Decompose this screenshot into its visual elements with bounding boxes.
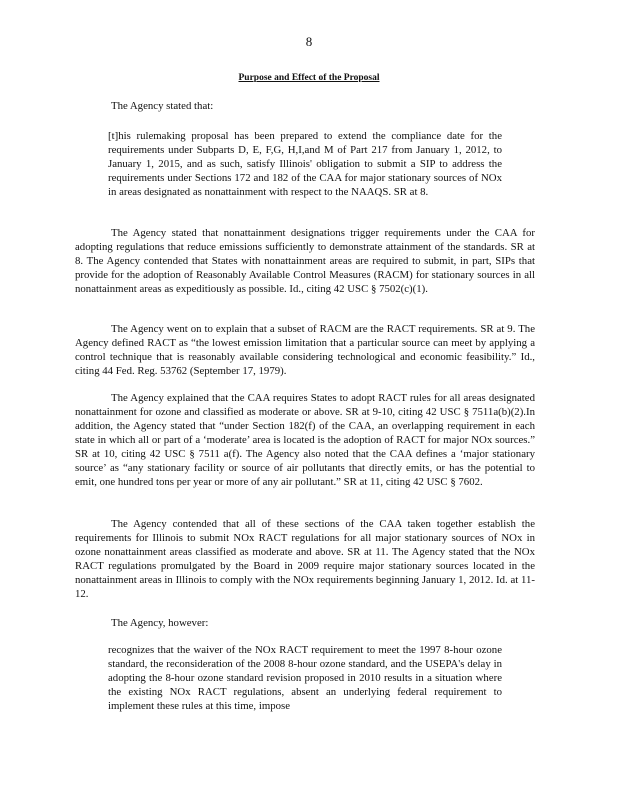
paragraph-1: The Agency stated that: (111, 100, 214, 112)
section-heading: Purpose and Effect of the Proposal (238, 73, 380, 83)
page-number: 8 (305, 34, 313, 49)
block-quote-2: recognizes that the waiver of the NOx RACT requirement to meet the 1997 8-hour ozone standard, the reconsideration of the 2008 8-hour ozone standard, and the USEPA's delay in adopting the 8-hour ozone standard revision proposed in 2010 results in a situation where the existing NOx RACT regulations, absent an underlying federal requirement to implement these rules at this time, impose (108, 644, 502, 713)
paragraph-5: The Agency contended that all of these sections of the CAA taken together establish the requirements for Illinois to submit NOx RACT regulations for all major stationary sources of NOx in ozone nonattainment areas classified as moderate and above. SR at 11. The Agency stated that the NOx RACT regulations promulgated by the Board in 2009 require major stationary sources located in the nonattainment areas in Illinois to comply with the NOx requirements beginning January 1, 2012. Id. at 11-12. (75, 518, 535, 600)
paragraph-3: The Agency went on to explain that a subset of RACM are the RACT requirements. SR at 9. The Agency defined RACT as “the lowest emission limitation that a particular source can meet by applying a control technique that is reasonably available considering technological and economic feasibility.” Id., citing 44 Fed. Reg. 53762 (September 17, 1979). (75, 323, 535, 377)
paragraph-2: The Agency stated that nonattainment designations trigger requirements under the CAA for adopting regulations that reduce emissions sufficiently to demonstrate attainment of the standards. SR at 8. The Agency contended that States with nonattainment areas are required to submit, in part, SIPs that provide for the adoption of Reasonably Available Control Measures (RACM) for stationary sources in all nonattainment areas as expeditiously as possible. Id., citing 42 USC § 7502(c)(1). (75, 227, 535, 295)
paragraph-4: The Agency explained that the CAA requires States to adopt RACT rules for all areas designated nonattainment for ozone and classified as moderate or above. SR at 9-10, citing 42 USC § 7511a(b)(2).In addition, the Agency stated that “under Section 182(f) of the CAA, an overlapping requirement in each state in which all or part of a ‘moderate’ area is located is the adoption of RACT for major NOx sources.” SR at 10, citing 42 USC § 7511 a(f). The Agency also noted that the CAA defines a ‘major stationary source’ as “any stationary facility or source of air pollutants that directly emits, or has the potential to emit, one hundred tons per year or more of any air pollutant.” SR at 11, citing 42 USC § 7602. (75, 392, 535, 488)
block-quote-1: [t]his rulemaking proposal has been prepared to extend the compliance date for the requirements under Subparts D, E, F,G, H,I,and M of Part 217 from January 1, 2012, to January 1, 2015, and as such, satisfy Illinois' obligation to submit a SIP to address the requirements under Sections 172 and 182 of the CAA for major stationary sources of NOx in areas designated as nonattainment with respect to the NAAQS. SR at 8. (108, 130, 502, 199)
paragraph-6: The Agency, however: (111, 617, 209, 629)
